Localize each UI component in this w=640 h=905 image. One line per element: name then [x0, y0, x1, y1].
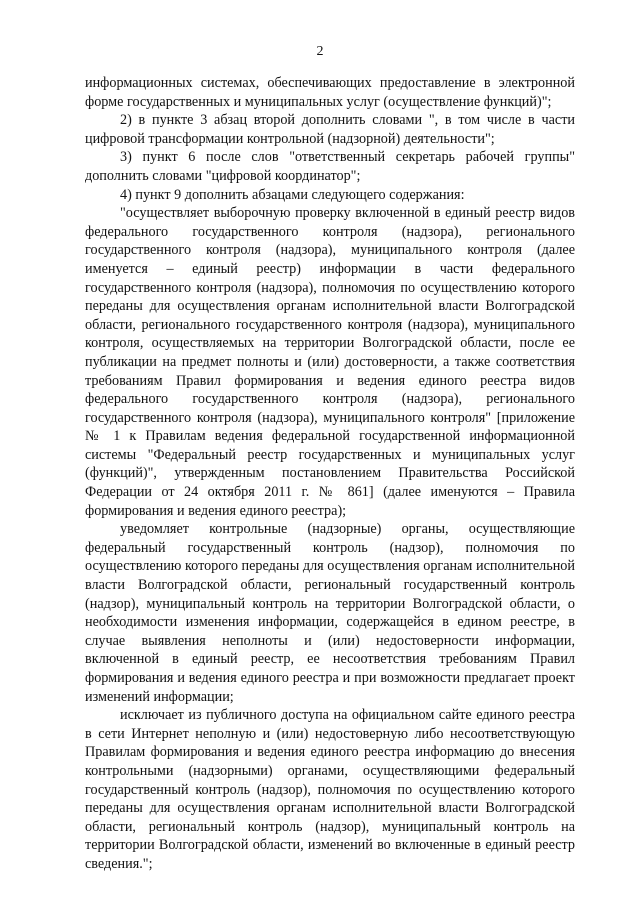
- paragraph-continuation: информационных системах, обеспечивающих предоставление в электронной форме государственных и муниципальных услуг (осуществление функций)";: [85, 75, 575, 110]
- paragraph-verifies-registry: "осуществляет выборочную проверку включенной в единый реестр видов федерального государственного контроля (надзора), регионального государственного контроля (надзора), муниципального контроля (далее именуется – единый реестр) информации в части федерального государственного контроля (надзора), полномочия по осуществлению которого переданы для осуществления органам исполнительной власти Волгоградской области, регионального государственного контроля (надзора), муниципального контроля, осуществляемых на территории Волгоградской области, после ее публикации на предмет полноты и (или) достоверности, а также соответствия требованиям Правил формирования и ведения единого реестра видов федерального государственного контроля (надзора), регионального государственного контроля (надзора), муниципального контроля" [приложение № 1 к Правилам ведения федеральной государственной информационной системы "Федеральный реестр государственных и муниципальных услуг (функций)", утвержденным постановлением Правительства Российской Федерации от 24 октября 2011 г. № 861] (далее именуются – Правила формирования и ведения единого реестра);: [85, 205, 575, 519]
- paragraph-item-4: 4) пункт 9 дополнить абзацами следующего содержания:: [120, 186, 465, 203]
- paragraph-item-3: 3) пункт 6 после слов "ответственный секретарь рабочей группы" дополнить словами "цифровой координатор";: [85, 149, 575, 184]
- document-body: [85, 74, 575, 874]
- paragraph-excludes-from-public: исключает из публичного доступа на официальном сайте единого реестра в сети Интернет неполную и (или) недостоверную либо несоответствующую Правилам формирования и ведения единого реестра информацию до внесения контрольными (надзорными) органами, осуществляющими федеральный государственный контроль (надзор), полномочия по осуществлению которого переданы для осуществления органам исполнительной власти Волгоградской области, региональный контроль (надзор), муниципальный контроль на территории Волгоградской области, изменений во включенные в единый реестр сведения.";: [85, 707, 575, 872]
- paragraph-notifies-authorities: уведомляет контрольные (надзорные) органы, осуществляющие федеральный государственный контроль (надзор), полномочия по осуществлению которого переданы для осуществления органам исполнительной власти Волгоградской области, региональный государственный контроль (надзор), муниципальный контроль на территории Волгоградской области, о необходимости изменения информации, содержащейся в едином реестре, в случае выявления неполноты и (или) недостоверности информации, включенной в единый реестр, ее несоответствия требованиям Правил формирования и ведения единого реестра и при возможности предлагает проект изменений информации;: [85, 521, 575, 705]
- page-number: 2: [316, 44, 324, 59]
- paragraph-item-2: 2) в пункте 3 абзац второй дополнить словами ", в том числе в части цифровой трансформации контрольной (надзорной) деятельности";: [85, 112, 575, 147]
